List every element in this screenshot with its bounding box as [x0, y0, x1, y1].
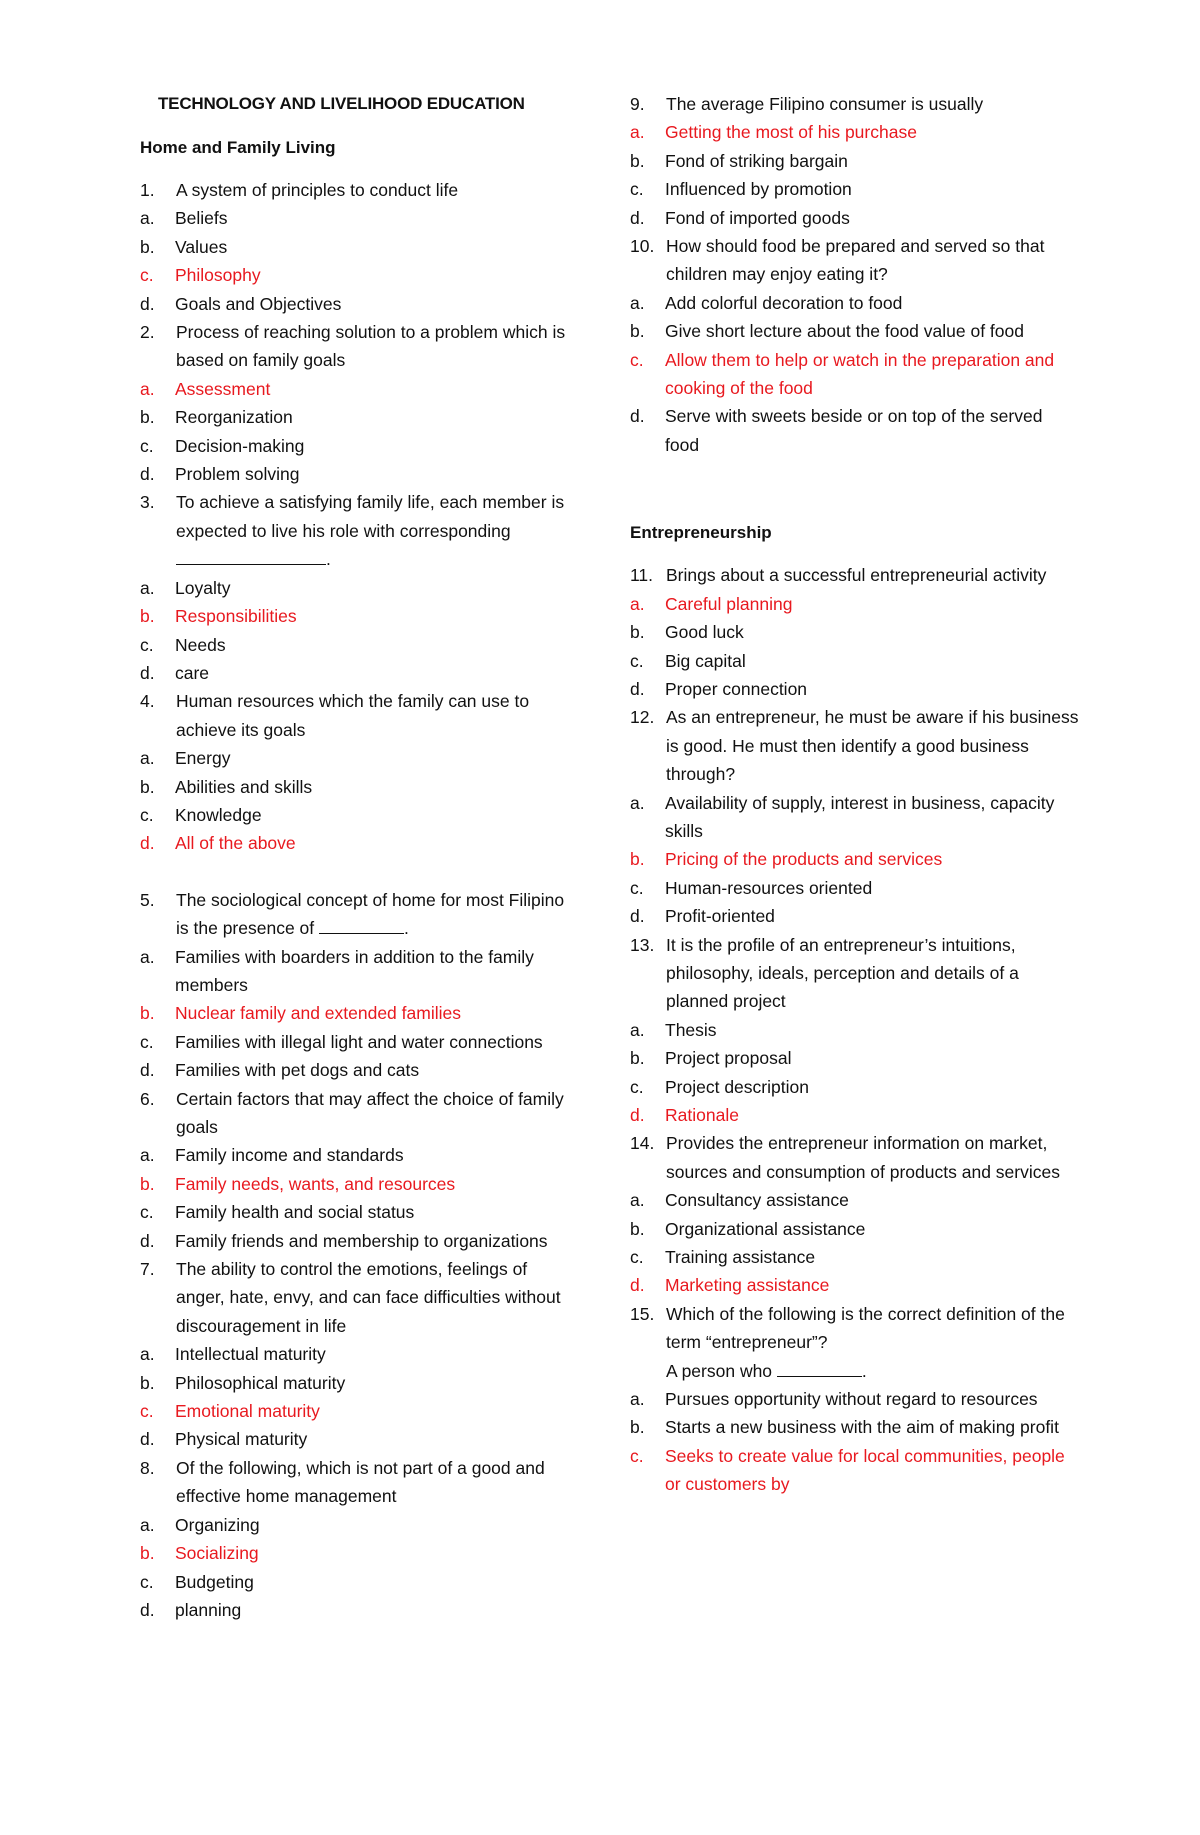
option-correct [630, 1101, 1080, 1129]
option [140, 290, 570, 318]
option-correct [140, 1170, 570, 1198]
option-letter: d. [630, 678, 645, 699]
option-text: Marketing assistance [665, 1275, 830, 1296]
option [140, 631, 570, 659]
option-text: Values [175, 236, 228, 257]
option-letter: c. [630, 1445, 644, 1466]
question-stem: Of the following, which is not part of a good and effective home management [176, 1457, 545, 1507]
option [140, 801, 570, 829]
question-text [630, 90, 1080, 118]
option-list [630, 590, 1080, 704]
option-text: Abilities and skills [175, 776, 313, 797]
option-text: Allow them to help or watch in the preparation and cooking of the food [665, 349, 1055, 399]
blank-punctuation: . [326, 549, 331, 570]
option [140, 1340, 570, 1368]
blank-punctuation: . [404, 918, 409, 939]
option-letter: c. [140, 1401, 154, 1422]
option-text: Knowledge [175, 804, 262, 825]
option-text: planning [175, 1599, 242, 1620]
option [630, 618, 1080, 646]
option-list [630, 1186, 1080, 1300]
option-letter: b. [630, 1218, 645, 1239]
option-text: Decision-making [175, 435, 305, 456]
option [630, 1073, 1080, 1101]
option-text: Organizational assistance [665, 1218, 866, 1239]
question-block [630, 561, 1080, 703]
option-correct [140, 375, 570, 403]
question-stem: Process of reaching solution to a problem which is based on family goals [176, 322, 566, 371]
option-text: Getting the most of his purchase [665, 122, 917, 143]
option-letter: b. [630, 150, 645, 171]
option [630, 647, 1080, 675]
option [140, 574, 570, 602]
option-text: Careful planning [665, 593, 793, 614]
option-text: Family income and standards [175, 1145, 404, 1166]
option-letter: b. [630, 849, 645, 870]
option-list [140, 1141, 570, 1255]
option-text: Loyalty [175, 577, 231, 598]
option-text: Reorganization [175, 407, 293, 428]
option [140, 432, 570, 460]
section-title-home: Home and Family Living [140, 138, 336, 157]
option [140, 1227, 570, 1255]
option-list [140, 204, 570, 318]
question-block [630, 90, 1080, 232]
option-letter: d. [140, 1230, 155, 1251]
option [630, 1385, 1080, 1413]
option-text: Human-resources oriented [665, 877, 873, 898]
question-block [140, 488, 570, 687]
question-text [140, 1085, 570, 1142]
option-list [140, 744, 570, 858]
question-list-right-home [630, 90, 1080, 459]
question-text [140, 886, 570, 943]
option [630, 874, 1080, 902]
question-block [630, 232, 1080, 459]
answer-blank [319, 915, 404, 934]
option-letter: a. [140, 1145, 155, 1166]
option-text: Intellectual maturity [175, 1344, 326, 1365]
question-stem-line2: A person who [666, 1360, 773, 1381]
option-text: Families with pet dogs and cats [175, 1060, 420, 1081]
option-text: Fond of imported goods [665, 207, 850, 228]
option-letter: a. [140, 577, 155, 598]
question-stem: Human resources which the family can use to achieve its goals [176, 691, 530, 740]
option-letter: c. [630, 349, 644, 370]
option [630, 147, 1080, 175]
question-stem: How should food be prepared and served so that children may enjoy eating it? [666, 236, 1045, 285]
option-letter: a. [630, 122, 645, 143]
option-text: Big capital [665, 650, 746, 671]
section-spacer [630, 459, 1080, 519]
option-letter: a. [140, 208, 155, 229]
option-letter: a. [630, 593, 645, 614]
option-letter: b. [140, 1372, 155, 1393]
option-text: Availability of supply, interest in business, capacity skills [665, 792, 1055, 841]
question-text [630, 1129, 1080, 1186]
option-letter: c. [140, 265, 154, 286]
option [630, 175, 1080, 203]
option [630, 902, 1080, 930]
option [140, 460, 570, 488]
option-letter: b. [630, 1417, 645, 1438]
option [630, 789, 1080, 846]
section-title-entrepreneurship: Entrepreneurship [630, 523, 772, 543]
question-text [140, 687, 570, 744]
question-number: 14. [630, 1133, 655, 1154]
option-text: Energy [175, 748, 231, 769]
option-list [630, 1016, 1080, 1130]
option-text: Philosophical maturity [175, 1372, 346, 1393]
option-letter: c. [140, 1202, 154, 1223]
option-letter: c. [140, 435, 154, 456]
option-correct [140, 829, 570, 857]
option-letter: b. [630, 321, 645, 342]
question-text [630, 1300, 1080, 1385]
left-column [140, 90, 570, 1624]
option-letter: d. [630, 1275, 645, 1296]
option-text: Pricing of the products and services [665, 849, 943, 870]
question-block [630, 703, 1080, 930]
question-text [140, 1454, 570, 1511]
question-number: 3. [140, 492, 155, 513]
option-letter: d. [630, 906, 645, 927]
option-text: Nuclear family and extended families [175, 1003, 461, 1024]
question-number: 6. [140, 1088, 155, 1109]
option-list [140, 943, 570, 1085]
option-text: Needs [175, 634, 226, 655]
option-letter: b. [140, 776, 155, 797]
question-block [140, 886, 570, 1085]
option-letter: a. [630, 792, 645, 813]
option-letter: b. [140, 407, 155, 428]
option [630, 289, 1080, 317]
question-stem: As an entrepreneur, he must be aware if his business is good. He must then identify a good business through? [666, 707, 1079, 785]
question-stem: The average Filipino consumer is usually [666, 94, 984, 114]
answer-blank [777, 1358, 862, 1377]
option-letter: c. [630, 179, 644, 200]
question-stem: Which of the following is the correct definition of the term “entrepreneur”? [666, 1303, 1065, 1353]
option-letter: d. [140, 1429, 155, 1450]
question-block [140, 318, 570, 488]
option-letter: a. [140, 946, 155, 967]
option [140, 1369, 570, 1397]
question-text [140, 1255, 570, 1340]
option-letter: a. [140, 1344, 155, 1365]
option-letter: a. [630, 1019, 645, 1040]
option-text: Add colorful decoration to food [665, 292, 903, 313]
option-letter: d. [140, 833, 155, 854]
option [140, 1511, 570, 1539]
question-text [140, 318, 570, 375]
option-text: All of the above [175, 833, 296, 854]
option-list [630, 1385, 1080, 1499]
question-number: 15. [630, 1303, 655, 1324]
option-letter: a. [140, 748, 155, 769]
question-text [630, 232, 1080, 289]
option-text: Serve with sweets beside or on top of the served food [665, 406, 1043, 455]
option-text: Give short lecture about the food value of food [665, 321, 1024, 342]
option [630, 1016, 1080, 1044]
option-correct [140, 261, 570, 289]
question-number: 12. [630, 707, 655, 728]
option-letter: c. [140, 634, 154, 655]
option-letter: b. [140, 1003, 155, 1024]
option-letter: c. [140, 804, 154, 825]
option-list [140, 574, 570, 688]
question-number: 13. [630, 934, 655, 955]
option-text: Proper connection [665, 678, 808, 699]
blank-punctuation: . [861, 1360, 867, 1381]
question-list-left [140, 176, 570, 1624]
option-list [630, 118, 1080, 232]
option [140, 744, 570, 772]
question-stem: Provides the entrepreneur information on market, sources and consumption of products and services [666, 1133, 1060, 1182]
option-list [140, 1340, 570, 1454]
option-letter: a. [140, 1514, 155, 1535]
option-text: Project description [665, 1076, 809, 1097]
question-stem: A system of principles to conduct life [176, 180, 459, 200]
option-text: Training assistance [665, 1247, 816, 1268]
option-text: Consultancy assistance [665, 1190, 849, 1211]
option-list [630, 289, 1080, 459]
option-text: Budgeting [175, 1571, 254, 1592]
option-text: Families with illegal light and water connections [175, 1031, 543, 1052]
question-number: 4. [140, 691, 155, 712]
option [140, 1141, 570, 1169]
option [630, 1243, 1080, 1271]
option-letter: a. [630, 292, 645, 313]
option-letter: a. [630, 1389, 645, 1410]
option-text: Goals and Objectives [175, 293, 342, 314]
option-correct [630, 590, 1080, 618]
option [140, 1596, 570, 1624]
option [630, 1186, 1080, 1214]
option [140, 403, 570, 431]
option-letter: d. [630, 207, 645, 228]
option-text: Beliefs [175, 208, 228, 229]
option [140, 1028, 570, 1056]
question-stem: The ability to control the emotions, feelings of anger, hate, envy, and can face difficulties without discouragement in life [176, 1259, 561, 1336]
option-text: Rationale [665, 1105, 739, 1125]
option-text: Profit-oriented [665, 906, 775, 927]
question-block [630, 931, 1080, 1130]
option-text: Project proposal [665, 1048, 792, 1069]
question-stem: To achieve a satisfying family life, each member is expected to live his role with corresponding [176, 492, 565, 541]
option [630, 204, 1080, 232]
question-text [630, 931, 1080, 1016]
option-text: Family friends and membership to organizations [175, 1230, 548, 1251]
option-letter: c. [140, 1571, 154, 1592]
option-text: Problem solving [175, 464, 300, 485]
option [630, 317, 1080, 345]
option [140, 1568, 570, 1596]
option-text: Family health and social status [175, 1202, 415, 1223]
option [140, 1198, 570, 1226]
option-text: Seeks to create value for local communities, people or customers by [665, 1445, 1065, 1495]
option [140, 943, 570, 1000]
option-correct [140, 999, 570, 1027]
question-stem: Brings about a successful entrepreneurial activity [666, 565, 1047, 586]
question-block [140, 687, 570, 857]
option-letter: d. [140, 1599, 155, 1620]
question-stem: The sociological concept of home for most Filipino is the presence of [176, 889, 565, 939]
option-text: Fond of striking bargain [665, 150, 848, 171]
option-letter: b. [630, 622, 645, 643]
option-correct [140, 602, 570, 630]
option-text: Philosophy [175, 265, 261, 286]
question-number: 2. [140, 322, 155, 343]
option-correct [630, 1271, 1080, 1299]
option-list [630, 789, 1080, 931]
option-text: Emotional maturity [175, 1401, 320, 1422]
option [630, 1413, 1080, 1441]
option-correct [630, 346, 1080, 403]
option-text: Assessment [175, 378, 271, 399]
option-letter: b. [630, 1048, 645, 1069]
option-correct [630, 118, 1080, 146]
option [630, 1044, 1080, 1072]
option-correct [630, 1442, 1080, 1499]
option-text: Families with boarders in addition to the family members [175, 946, 534, 995]
option-text: Organizing [175, 1514, 260, 1535]
option-letter: d. [140, 293, 155, 314]
option [140, 233, 570, 261]
option [140, 659, 570, 687]
question-number: 5. [140, 889, 155, 910]
question-stem: It is the profile of an entrepreneur’s intuitions, philosophy, ideals, perception and details of a planned project [666, 934, 1019, 1012]
option [630, 402, 1080, 459]
question-list-right-entrepreneurship [630, 561, 1080, 1498]
question-text [630, 703, 1080, 788]
question-block [630, 1129, 1080, 1299]
option [140, 773, 570, 801]
option-text: Good luck [665, 622, 744, 643]
option-correct [630, 845, 1080, 873]
option-letter: c. [140, 1031, 154, 1052]
option-text: Responsibilities [175, 606, 297, 627]
question-number: 8. [140, 1457, 155, 1478]
option-letter: a. [630, 1190, 645, 1211]
option-letter: d. [630, 406, 645, 427]
option-correct [140, 1397, 570, 1425]
option-text: Socializing [175, 1543, 259, 1564]
option-text: Pursues opportunity without regard to resources [665, 1389, 1038, 1410]
option [630, 675, 1080, 703]
option-letter: b. [140, 236, 155, 257]
option-letter: a. [140, 378, 155, 399]
option [140, 1425, 570, 1453]
option [140, 204, 570, 232]
answer-blank [176, 546, 326, 565]
option [630, 1215, 1080, 1243]
option-letter: d. [140, 464, 155, 485]
option-letter: c. [630, 877, 644, 898]
question-block [630, 1300, 1080, 1499]
question-block [140, 1085, 570, 1255]
question-stem: Certain factors that may affect the choice of family goals [176, 1088, 564, 1137]
option-text: Thesis [665, 1019, 717, 1040]
option-text: care [175, 662, 210, 683]
document-title: TECHNOLOGY AND LIVELIHOOD EDUCATION [158, 94, 525, 113]
question-number: 11. [630, 565, 654, 586]
question-number: 9. [630, 94, 645, 114]
question-block [140, 1255, 570, 1454]
option-list [140, 1511, 570, 1625]
option-letter: c. [630, 1247, 644, 1268]
option-letter: d. [140, 662, 155, 683]
option-letter: d. [630, 1105, 645, 1125]
question-number: 10. [630, 236, 655, 257]
option-text: Influenced by promotion [665, 179, 852, 200]
option-text: Starts a new business with the aim of making profit [665, 1417, 1059, 1438]
question-spacer [140, 858, 570, 886]
option-letter: b. [140, 606, 155, 627]
question-text [140, 488, 570, 573]
option-letter: b. [140, 1543, 155, 1564]
option-letter: c. [630, 650, 644, 671]
question-text [140, 176, 570, 204]
question-block [140, 1454, 570, 1624]
option-letter: c. [630, 1076, 644, 1097]
option-letter: b. [140, 1173, 155, 1194]
option [140, 1056, 570, 1084]
option-correct [140, 1539, 570, 1567]
question-number: 1. [140, 180, 155, 200]
question-number: 7. [140, 1259, 155, 1280]
question-text [630, 561, 1080, 589]
option-text: Physical maturity [175, 1429, 308, 1450]
question-block [140, 176, 570, 318]
option-list [140, 375, 570, 489]
option-letter: d. [140, 1060, 155, 1081]
option-text: Family needs, wants, and resources [175, 1173, 456, 1194]
right-column [630, 90, 1080, 1499]
